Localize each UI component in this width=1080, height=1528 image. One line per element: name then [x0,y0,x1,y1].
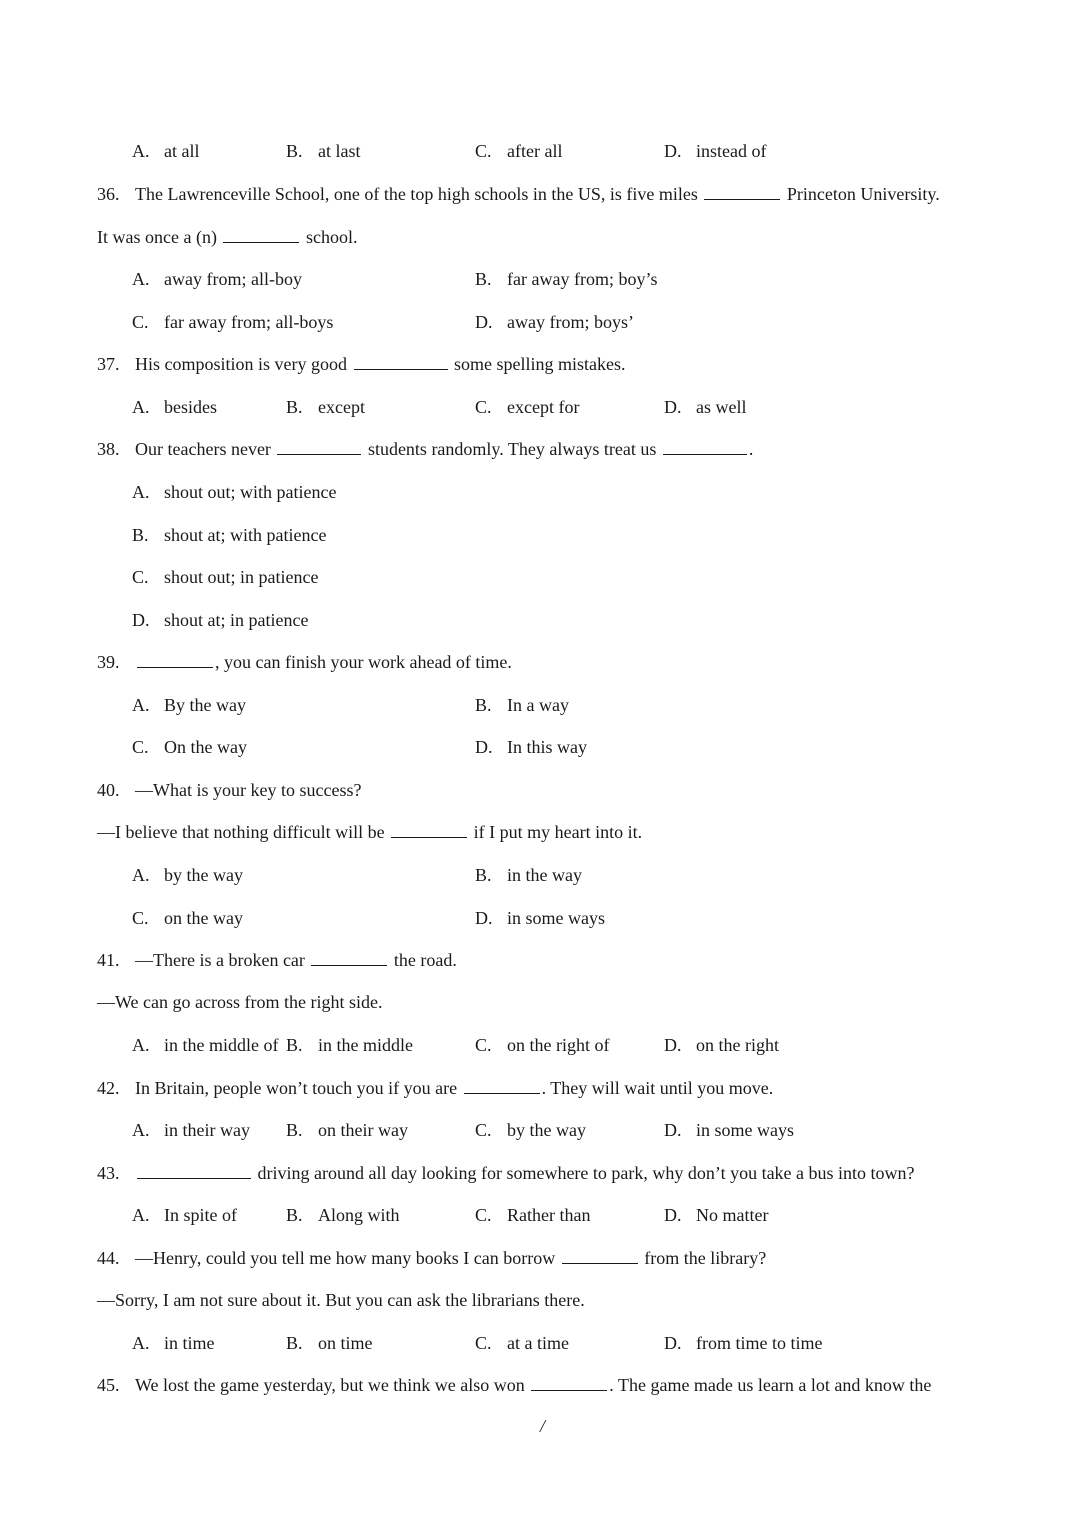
q37-stem: 37. His composition is very good some spelling mistakes. [97,354,626,374]
q43-option-b: B. Along with [286,1205,400,1225]
q35-option-a: A. at all [132,141,200,161]
q40-stem-line2: —I believe that nothing difficult will be if I put my heart into it. [97,822,643,842]
q42-option-b: B. on their way [286,1120,408,1140]
q37-option-c: C. except for [475,397,580,417]
q39-option-a: A. By the way [132,695,246,715]
q38-blank-2 [663,438,747,455]
q44-option-a: A. in time [132,1333,215,1353]
q40-stem-line1: 40. —What is your key to success? [97,780,362,800]
q44-option-d: D. from time to time [664,1333,823,1353]
q37-option-b: B. except [286,397,365,417]
q42-option-d: D. in some ways [664,1120,794,1140]
q41-option-d: D. on the right [664,1035,779,1055]
q36-option-d: D. away from; boys’ [475,312,634,332]
q42-stem: 42. In Britain, people won’t touch you if you are . They will wait until you move. [97,1078,774,1098]
q36-blank-1 [704,183,780,200]
q40-option-d: D. in some ways [475,908,605,928]
q36-blank-2 [223,226,299,243]
q43-blank [137,1162,251,1179]
q38-option-b: B. shout at; with patience [132,525,327,545]
q43-option-c: C. Rather than [475,1205,591,1225]
q43-option-d: D. No matter [664,1205,769,1225]
q41-stem-line2: —We can go across from the right side. [97,992,383,1012]
q38-option-c: C. shout out; in patience [132,567,319,587]
q41-option-a: A. in the middle of [132,1035,279,1055]
q44-stem-line1: 44. —Henry, could you tell me how many books I can borrow from the library? [97,1248,767,1268]
q40-option-b: B. in the way [475,865,582,885]
q43-option-a: A. In spite of [132,1205,237,1225]
q42-option-c: C. by the way [475,1120,586,1140]
q41-blank [311,949,387,966]
q39-option-b: B. In a way [475,695,569,715]
q37-option-a: A. besides [132,397,217,417]
q35-option-b: B. at last [286,141,361,161]
q36-option-a: A. away from; all-boy [132,269,302,289]
q42-option-a: A. in their way [132,1120,250,1140]
q41-option-c: C. on the right of [475,1035,610,1055]
q38-option-d: D. shout at; in patience [132,610,309,630]
q39-option-c: C. On the way [132,737,247,757]
q44-option-b: B. on time [286,1333,373,1353]
q36-option-c: C. far away from; all-boys [132,312,334,332]
q40-blank [391,821,467,838]
q45-blank [531,1374,607,1391]
q44-blank [562,1247,638,1264]
q35-option-c: C. after all [475,141,563,161]
q38-option-a: A. shout out; with patience [132,482,337,502]
q38-blank-1 [277,438,361,455]
q36-option-b: B. far away from; boy’s [475,269,658,289]
q38-stem: 38. Our teachers never students randomly. They always treat us . [97,439,754,459]
q39-blank [137,651,213,668]
page-mark: / [540,1416,546,1436]
q40-option-c: C. on the way [132,908,243,928]
q42-blank [464,1077,540,1094]
q41-option-b: B. in the middle [286,1035,413,1055]
q40-option-a: A. by the way [132,865,243,885]
q43-stem: 43. driving around all day looking for somewhere to park, why don’t you take a bus into town? [97,1163,915,1183]
q41-stem-line1: 41. —There is a broken car the road. [97,950,457,970]
q35-option-d: D. instead of [664,141,767,161]
q39-stem: 39. , you can finish your work ahead of time. [97,652,512,672]
q36-stem-line2: It was once a (n) school. [97,227,358,247]
q39-option-d: D. In this way [475,737,587,757]
q45-stem: 45. We lost the game yesterday, but we think we also won . The game made us learn a lot and know the [97,1375,932,1395]
q36-stem-line1: 36. The Lawrenceville School, one of the top high schools in the US, is five miles Princeton University. [97,184,940,204]
q44-stem-line2: —Sorry, I am not sure about it. But you can ask the librarians there. [97,1290,585,1310]
q44-option-c: C. at a time [475,1333,569,1353]
q37-blank [354,353,448,370]
q37-option-d: D. as well [664,397,747,417]
